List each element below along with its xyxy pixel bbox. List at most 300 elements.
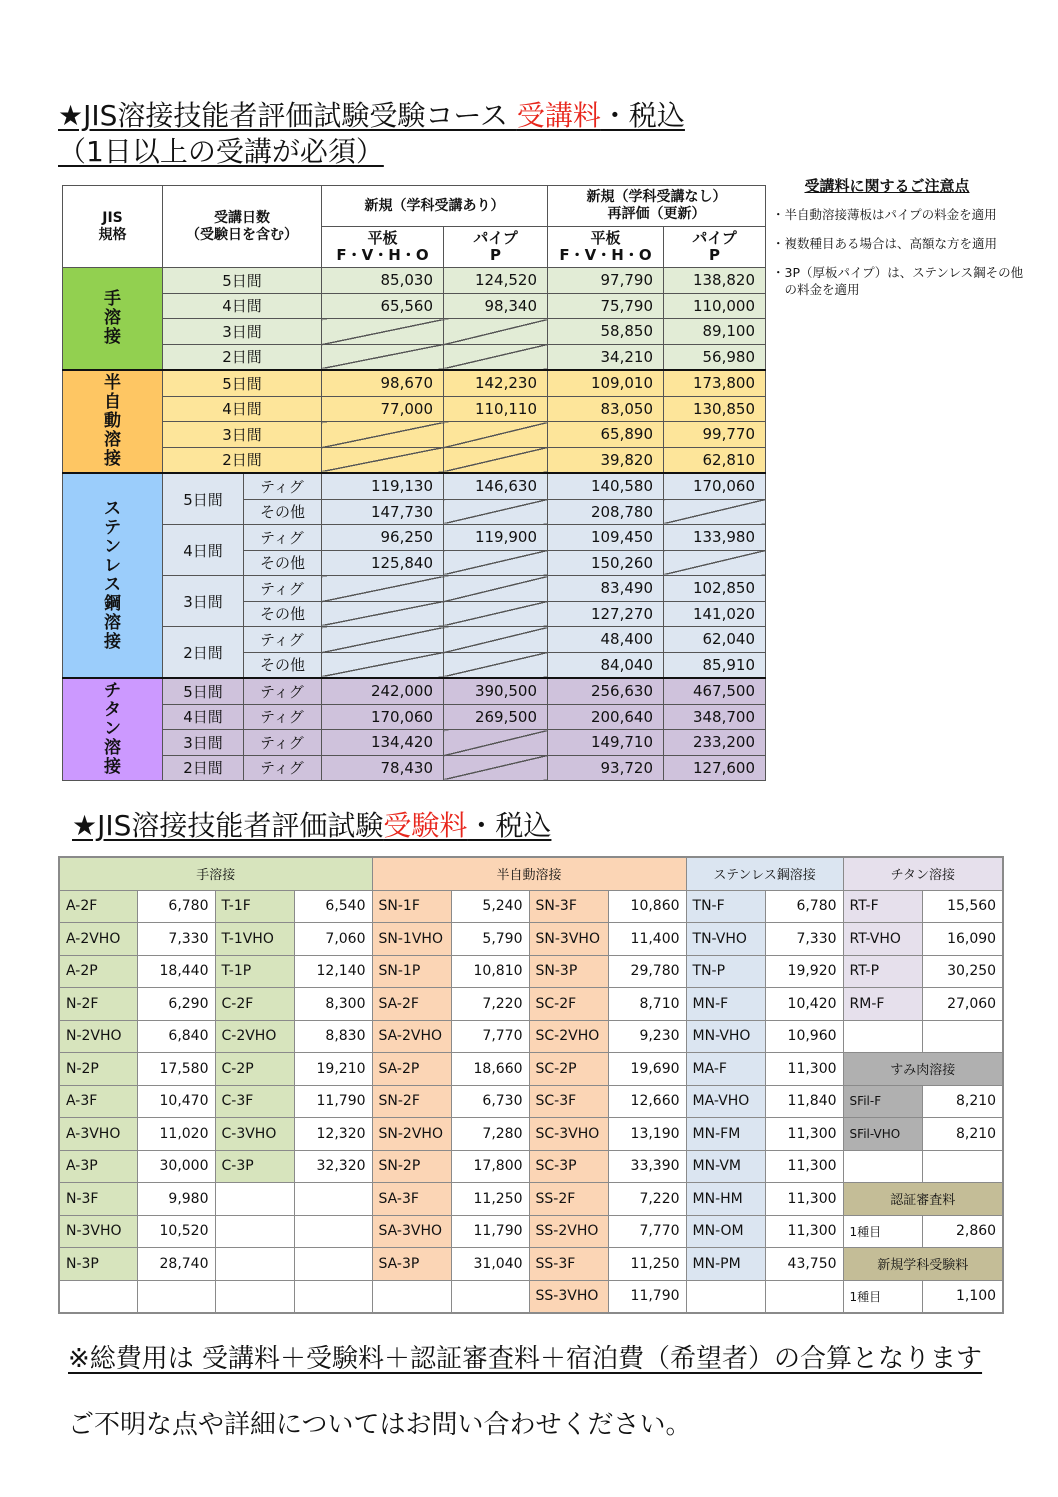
exam-fee-cell: 16,090 xyxy=(922,923,1003,956)
fee-cell: 256,630 xyxy=(548,678,664,704)
exam-header-titanium: チタン溶接 xyxy=(843,857,1003,890)
exam-code-cell: N-3F xyxy=(59,1183,137,1216)
header-new-without-lecture: 新規（学科受講なし） 再評価（更新） xyxy=(548,186,766,227)
exam-fee-cell: 11,300 xyxy=(765,1150,843,1183)
method-cell: ティグ xyxy=(244,525,322,551)
days-cell: 2日間 xyxy=(163,447,322,473)
days-cell: 4日間 xyxy=(163,704,244,730)
exam-fee-cell: 11,300 xyxy=(765,1118,843,1151)
exam-row xyxy=(59,988,1003,1021)
exam-fee-cell: 32,320 xyxy=(294,1150,372,1183)
exam-code-cell: MN-F xyxy=(686,988,765,1021)
course-row xyxy=(63,678,766,704)
fee-cell: 97,790 xyxy=(548,268,664,294)
exam-code-cell: T-1VHO xyxy=(215,923,294,956)
exam-fee-cell: 11,250 xyxy=(451,1183,529,1216)
category-label: 手溶接 xyxy=(104,289,121,347)
category-label: チタン溶接 xyxy=(104,681,121,777)
exam-code-cell: RT-P xyxy=(843,955,922,988)
category-ti xyxy=(63,678,163,781)
exam-code-cell: A-2P xyxy=(59,955,137,988)
exam-fee-cell: 27,060 xyxy=(922,988,1003,1021)
exam-fee-cell: 6,780 xyxy=(765,890,843,923)
exam-fee-cell: 28,740 xyxy=(137,1248,215,1281)
notes-title: 受講料に関するご注意点 xyxy=(804,177,970,195)
not-applicable-cell xyxy=(444,576,548,602)
exam-fee-cell: 5,790 xyxy=(451,923,529,956)
exam-code-cell: A-2F xyxy=(59,890,137,923)
not-applicable-cell xyxy=(322,576,444,602)
fee-cell: 130,850 xyxy=(664,396,766,422)
exam-code-cell xyxy=(372,1280,451,1313)
exam-fee-cell xyxy=(294,1280,372,1313)
contact-note: ご不明な点や詳細についてはお問い合わせください。 xyxy=(68,1410,692,1440)
course-row xyxy=(63,396,766,422)
fee-cell: 77,000 xyxy=(322,396,444,422)
course-subtitle: （1日以上の受講が必須） xyxy=(58,135,384,168)
category-semi xyxy=(63,370,163,473)
not-applicable-cell xyxy=(664,550,766,576)
fee-cell: 173,800 xyxy=(664,370,766,396)
fee-cell: 62,040 xyxy=(664,627,766,653)
exam-fee-cell: 10,420 xyxy=(765,988,843,1021)
fee-cell: 119,130 xyxy=(322,473,444,499)
exam-code-cell: SFil-F xyxy=(843,1085,922,1118)
exam-code-cell: MN-FM xyxy=(686,1118,765,1151)
fee-cell: 134,420 xyxy=(322,730,444,756)
days-cell: 3日間 xyxy=(163,319,322,345)
exam-fee-cell: 12,140 xyxy=(294,955,372,988)
exam-code-cell xyxy=(59,1280,137,1313)
exam-fee-cell: 7,060 xyxy=(294,923,372,956)
fee-cell: 138,820 xyxy=(664,268,766,294)
fee-cell: 348,700 xyxy=(664,704,766,730)
exam-code-cell: MN-PM xyxy=(686,1248,765,1281)
exam-code-cell: MN-OM xyxy=(686,1215,765,1248)
exam-fee-cell: 11,300 xyxy=(765,1183,843,1216)
exam-row xyxy=(59,923,1003,956)
header-new-with-lecture: 新規（学科受講あり） xyxy=(322,186,548,227)
exam-code-cell: SN-2VHO xyxy=(372,1118,451,1151)
days-cell: 5日間 xyxy=(163,268,322,294)
fee-cell: 109,450 xyxy=(548,525,664,551)
exam-code-cell: SN-1VHO xyxy=(372,923,451,956)
method-cell: その他 xyxy=(244,499,322,525)
exam-code-cell: N-2VHO xyxy=(59,1020,137,1053)
exam-title: ★JIS溶接技能者評価試験受験料・税込 xyxy=(72,809,552,842)
exam-code-cell: SN-3F xyxy=(529,890,608,923)
fee-cell: 147,730 xyxy=(322,499,444,525)
exam-fee-cell xyxy=(765,1280,843,1313)
note-item: ・半自動溶接薄板はパイプの料金を適用 xyxy=(772,207,997,222)
days-cell: 2日間 xyxy=(163,755,244,781)
exam-fee-cell: 19,920 xyxy=(765,955,843,988)
exam-code-cell: SN-3P xyxy=(529,955,608,988)
exam-code-cell: TN-P xyxy=(686,955,765,988)
not-applicable-cell xyxy=(444,652,548,678)
days-cell: 3日間 xyxy=(163,422,322,448)
days-cell: 3日間 xyxy=(163,576,244,627)
fee-cell: 233,200 xyxy=(664,730,766,756)
fee-cell: 56,980 xyxy=(664,344,766,370)
fee-cell: 83,490 xyxy=(548,576,664,602)
exam-code-cell: SN-2P xyxy=(372,1150,451,1183)
course-row xyxy=(63,755,766,781)
exam-header-manual: 手溶接 xyxy=(59,857,372,890)
fee-cell: 150,260 xyxy=(548,550,664,576)
fee-cell: 242,000 xyxy=(322,678,444,704)
exam-fee-cell: 18,440 xyxy=(137,955,215,988)
exam-fee-cell: 30,250 xyxy=(922,955,1003,988)
exam-code-cell xyxy=(843,1150,922,1183)
exam-fee-cell: 11,300 xyxy=(765,1053,843,1086)
course-row xyxy=(63,370,766,396)
fee-cell: 170,060 xyxy=(322,704,444,730)
fee-cell: 133,980 xyxy=(664,525,766,551)
exam-row xyxy=(59,1053,1003,1086)
fee-cell: 65,890 xyxy=(548,422,664,448)
fee-cell: 208,780 xyxy=(548,499,664,525)
method-cell: その他 xyxy=(244,601,322,627)
exam-fee-cell: 7,220 xyxy=(608,1183,686,1216)
course-row xyxy=(63,627,766,653)
exam-fee-table xyxy=(58,856,1004,1314)
not-applicable-cell xyxy=(444,601,548,627)
exam-fee-cell: 8,210 xyxy=(922,1085,1003,1118)
exam-code-cell: RT-F xyxy=(843,890,922,923)
exam-fee-cell xyxy=(294,1215,372,1248)
exam-code-cell xyxy=(215,1215,294,1248)
exam-fee-cell: 6,730 xyxy=(451,1085,529,1118)
fee-cell: 84,040 xyxy=(548,652,664,678)
fee-cell: 127,600 xyxy=(664,755,766,781)
exam-code-cell: SC-2P xyxy=(529,1053,608,1086)
exam-code-cell: A-3F xyxy=(59,1085,137,1118)
exam-fee-cell xyxy=(922,1020,1003,1053)
exam-fee-cell: 29,780 xyxy=(608,955,686,988)
exam-code-cell: SFil-VHO xyxy=(843,1118,922,1151)
exam-code-cell: C-2F xyxy=(215,988,294,1021)
fee-cell: 170,060 xyxy=(664,473,766,499)
exam-fee-cell xyxy=(294,1248,372,1281)
fee-cell: 85,030 xyxy=(322,268,444,294)
note-item: ・3P（厚板パイプ）は、ステンレス鋼その他 の料金を適用 xyxy=(772,265,1024,297)
not-applicable-cell xyxy=(322,422,444,448)
exam-fee-cell: 11,250 xyxy=(608,1248,686,1281)
exam-fee-cell: 12,320 xyxy=(294,1118,372,1151)
exam-header-stainless: ステンレス鋼溶接 xyxy=(686,857,843,890)
fee-cell: 140,580 xyxy=(548,473,664,499)
fee-cell: 58,850 xyxy=(548,319,664,345)
exam-fee-cell: 7,330 xyxy=(765,923,843,956)
exam-code-cell: MA-F xyxy=(686,1053,765,1086)
course-row xyxy=(63,525,766,551)
exam-code-cell: SA-3F xyxy=(372,1183,451,1216)
fee-cell: 96,250 xyxy=(322,525,444,551)
exam-code-cell: SS-2VHO xyxy=(529,1215,608,1248)
category-label: ステンレス鋼溶接 xyxy=(104,498,121,652)
method-cell: その他 xyxy=(244,550,322,576)
fee-cell: 127,270 xyxy=(548,601,664,627)
exam-code-cell: SC-3VHO xyxy=(529,1118,608,1151)
exam-row xyxy=(59,1085,1003,1118)
exam-code-cell xyxy=(686,1280,765,1313)
not-applicable-cell xyxy=(444,627,548,653)
exam-fee-cell xyxy=(451,1280,529,1313)
exam-fee-cell: 12,660 xyxy=(608,1085,686,1118)
exam-code-cell: N-2F xyxy=(59,988,137,1021)
not-applicable-cell xyxy=(444,550,548,576)
exam-code-cell: SS-2F xyxy=(529,1183,608,1216)
course-row xyxy=(63,447,766,473)
exam-fee-cell: 1,100 xyxy=(922,1280,1003,1313)
fee-cell: 124,520 xyxy=(444,268,548,294)
exam-fee-cell: 8,710 xyxy=(608,988,686,1021)
exam-fee-cell: 9,230 xyxy=(608,1020,686,1053)
exam-code-cell: SN-1F xyxy=(372,890,451,923)
exam-row xyxy=(59,1118,1003,1151)
exam-fee-cell xyxy=(922,1150,1003,1183)
fee-cell: 83,050 xyxy=(548,396,664,422)
exam-code-cell: A-2VHO xyxy=(59,923,137,956)
header-pipe: パイプ P xyxy=(444,227,548,268)
exam-code-cell: MN-VM xyxy=(686,1150,765,1183)
exam-fee-cell: 7,330 xyxy=(137,923,215,956)
exam-fee-cell: 6,840 xyxy=(137,1020,215,1053)
fee-cell: 102,850 xyxy=(664,576,766,602)
method-cell: ティグ xyxy=(244,704,322,730)
not-applicable-cell xyxy=(322,319,444,345)
exam-code-cell: T-1F xyxy=(215,890,294,923)
course-row xyxy=(63,293,766,319)
notes-panel xyxy=(772,175,1042,310)
not-applicable-cell xyxy=(444,755,548,781)
exam-code-cell xyxy=(215,1280,294,1313)
exam-code-cell: TN-VHO xyxy=(686,923,765,956)
exam-fee-cell: 43,750 xyxy=(765,1248,843,1281)
exam-fee-cell: 2,860 xyxy=(922,1215,1003,1248)
course-row xyxy=(63,576,766,602)
fee-cell: 98,340 xyxy=(444,293,548,319)
fee-cell: 99,770 xyxy=(664,422,766,448)
not-applicable-cell xyxy=(322,447,444,473)
fee-cell: 48,400 xyxy=(548,627,664,653)
fee-cell: 89,100 xyxy=(664,319,766,345)
method-cell: ティグ xyxy=(244,755,322,781)
exam-code-cell: C-2VHO xyxy=(215,1020,294,1053)
exam-fee-cell: 10,810 xyxy=(451,955,529,988)
exam-code-cell: N-2P xyxy=(59,1053,137,1086)
fee-cell: 62,810 xyxy=(664,447,766,473)
fee-cell: 85,910 xyxy=(664,652,766,678)
exam-fee-cell: 6,290 xyxy=(137,988,215,1021)
exam-fee-cell: 11,790 xyxy=(451,1215,529,1248)
exam-fee-cell: 18,660 xyxy=(451,1053,529,1086)
exam-fee-cell: 11,400 xyxy=(608,923,686,956)
exam-fee-cell: 6,540 xyxy=(294,890,372,923)
header-flat: 平板 F・V・H・O xyxy=(548,227,664,268)
exam-row xyxy=(59,1183,1003,1216)
exam-row xyxy=(59,1248,1003,1281)
not-applicable-cell xyxy=(444,344,548,370)
exam-row xyxy=(59,955,1003,988)
fee-cell: 75,790 xyxy=(548,293,664,319)
note-item: ・複数種目ある場合は、高額な方を適用 xyxy=(772,236,998,251)
exam-code-cell: SA-2P xyxy=(372,1053,451,1086)
exam-code-cell: SA-3VHO xyxy=(372,1215,451,1248)
exam-code-cell: SC-3P xyxy=(529,1150,608,1183)
exam-code-cell: A-3P xyxy=(59,1150,137,1183)
course-row xyxy=(63,730,766,756)
exam-code-cell: SN-1P xyxy=(372,955,451,988)
header-pipe: パイプ P xyxy=(664,227,766,268)
category-manual xyxy=(63,268,163,371)
course-row xyxy=(63,268,766,294)
days-cell: 3日間 xyxy=(163,730,244,756)
exam-code-cell: TN-F xyxy=(686,890,765,923)
course-title: ★JIS溶接技能者評価試験受験コース 受講料・税込 xyxy=(58,99,685,132)
course-row xyxy=(63,473,766,499)
exam-fee-cell: 9,980 xyxy=(137,1183,215,1216)
exam-fee-cell: 33,390 xyxy=(608,1150,686,1183)
not-applicable-cell xyxy=(322,601,444,627)
exam-row xyxy=(59,1280,1003,1313)
exam-code-cell: RT-VHO xyxy=(843,923,922,956)
exam-fee-cell: 8,300 xyxy=(294,988,372,1021)
fee-cell: 141,020 xyxy=(664,601,766,627)
exam-fee-cell: 10,520 xyxy=(137,1215,215,1248)
fee-cell: 467,500 xyxy=(664,678,766,704)
not-applicable-cell xyxy=(322,652,444,678)
exam-fee-cell: 10,860 xyxy=(608,890,686,923)
not-applicable-cell xyxy=(322,344,444,370)
exam-code-cell xyxy=(215,1248,294,1281)
exam-code-cell: T-1P xyxy=(215,955,294,988)
exam-fee-cell: 11,300 xyxy=(765,1215,843,1248)
course-row xyxy=(63,344,766,370)
method-cell: その他 xyxy=(244,652,322,678)
method-cell: ティグ xyxy=(244,473,322,499)
days-cell: 5日間 xyxy=(163,370,322,396)
header-flat: 平板 F・V・H・O xyxy=(322,227,444,268)
exam-fee-cell: 17,800 xyxy=(451,1150,529,1183)
exam-fee-cell: 30,000 xyxy=(137,1150,215,1183)
exam-fee-cell xyxy=(294,1183,372,1216)
exam-fee-cell: 5,240 xyxy=(451,890,529,923)
exam-code-cell: SA-2F xyxy=(372,988,451,1021)
exam-code-cell: A-3VHO xyxy=(59,1118,137,1151)
fee-cell: 78,430 xyxy=(322,755,444,781)
fee-cell: 110,110 xyxy=(444,396,548,422)
exam-code-cell: SC-2VHO xyxy=(529,1020,608,1053)
days-cell: 2日間 xyxy=(163,344,322,370)
days-cell: 4日間 xyxy=(163,396,322,422)
exam-fee-cell: 10,960 xyxy=(765,1020,843,1053)
not-applicable-cell xyxy=(444,422,548,448)
method-cell: ティグ xyxy=(244,627,322,653)
exam-code-cell: SN-2F xyxy=(372,1085,451,1118)
exam-row xyxy=(59,890,1003,923)
exam-code-cell: 1種目 xyxy=(843,1215,922,1248)
exam-fee-cell: 8,830 xyxy=(294,1020,372,1053)
exam-header-semi: 半自動溶接 xyxy=(372,857,686,890)
category-sus xyxy=(63,473,163,678)
fee-cell: 125,840 xyxy=(322,550,444,576)
method-cell: ティグ xyxy=(244,576,322,602)
exam-fee-cell: 7,770 xyxy=(451,1020,529,1053)
exam-code-cell: RM-F xyxy=(843,988,922,1021)
exam-fee-cell: 19,690 xyxy=(608,1053,686,1086)
days-cell: 4日間 xyxy=(163,525,244,576)
fee-cell: 119,900 xyxy=(444,525,548,551)
exam-row xyxy=(59,1150,1003,1183)
category-label: 半自動溶接 xyxy=(104,373,121,469)
exam-code-cell: SC-3F xyxy=(529,1085,608,1118)
exam-code-cell: 1種目 xyxy=(843,1280,922,1313)
exam-subheader: 新規学科受験料 xyxy=(843,1248,1003,1281)
days-cell: 5日間 xyxy=(163,473,244,525)
exam-code-cell xyxy=(215,1183,294,1216)
exam-fee-cell: 6,780 xyxy=(137,890,215,923)
fee-cell: 390,500 xyxy=(444,678,548,704)
exam-code-cell xyxy=(843,1020,922,1053)
fee-cell: 200,640 xyxy=(548,704,664,730)
method-cell: ティグ xyxy=(244,730,322,756)
fee-cell: 34,210 xyxy=(548,344,664,370)
fee-cell: 65,560 xyxy=(322,293,444,319)
days-cell: 4日間 xyxy=(163,293,322,319)
exam-code-cell: SA-2VHO xyxy=(372,1020,451,1053)
exam-code-cell: N-3VHO xyxy=(59,1215,137,1248)
exam-row xyxy=(59,1020,1003,1053)
exam-code-cell: SS-3F xyxy=(529,1248,608,1281)
exam-code-cell: SA-3P xyxy=(372,1248,451,1281)
fee-cell: 39,820 xyxy=(548,447,664,473)
fee-cell: 110,000 xyxy=(664,293,766,319)
header-days: 受講日数 （受験日を含む） xyxy=(163,186,322,268)
exam-code-cell: SS-3VHO xyxy=(529,1280,608,1313)
exam-row xyxy=(59,1215,1003,1248)
not-applicable-cell xyxy=(444,499,548,525)
exam-fee-cell: 15,560 xyxy=(922,890,1003,923)
header-jis: JIS 規格 xyxy=(63,186,163,268)
exam-fee-cell: 10,470 xyxy=(137,1085,215,1118)
exam-fee-cell: 7,280 xyxy=(451,1118,529,1151)
total-cost-note: ※総費用は 受講料＋受験料＋認証審査料＋宿泊費（希望者）の合算となります xyxy=(68,1344,983,1374)
exam-code-cell: MN-VHO xyxy=(686,1020,765,1053)
course-row xyxy=(63,422,766,448)
not-applicable-cell xyxy=(444,319,548,345)
fee-cell: 98,670 xyxy=(322,370,444,396)
exam-code-cell: C-3VHO xyxy=(215,1118,294,1151)
fee-cell: 93,720 xyxy=(548,755,664,781)
exam-subheader: 認証審査料 xyxy=(843,1183,1003,1216)
days-cell: 5日間 xyxy=(163,678,244,704)
fee-cell: 109,010 xyxy=(548,370,664,396)
fee-cell: 269,500 xyxy=(444,704,548,730)
not-applicable-cell xyxy=(322,627,444,653)
days-cell: 2日間 xyxy=(163,627,244,679)
exam-fee-cell: 17,580 xyxy=(137,1053,215,1086)
exam-fee-cell: 31,040 xyxy=(451,1248,529,1281)
not-applicable-cell xyxy=(444,730,548,756)
exam-code-cell: MA-VHO xyxy=(686,1085,765,1118)
exam-subheader: すみ肉溶接 xyxy=(843,1053,1003,1086)
exam-fee-cell: 11,790 xyxy=(294,1085,372,1118)
exam-fee-cell xyxy=(137,1280,215,1313)
exam-fee-cell: 8,210 xyxy=(922,1118,1003,1151)
exam-code-cell: N-3P xyxy=(59,1248,137,1281)
